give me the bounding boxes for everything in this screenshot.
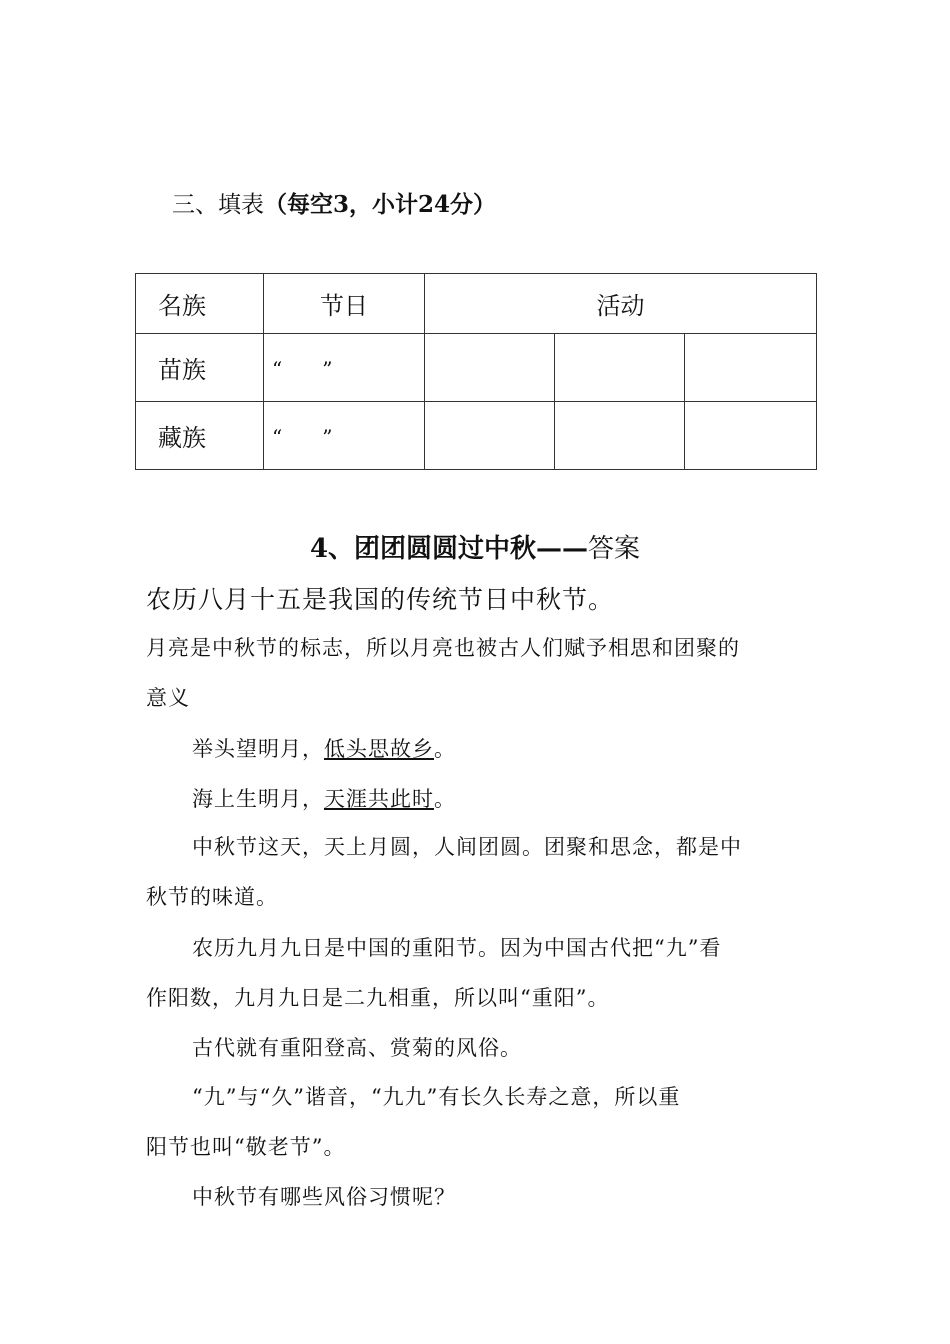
poem-answer: 天涯共此时 [324, 787, 434, 811]
poem-suffix: 。 [434, 787, 456, 811]
activity-blank[interactable] [555, 334, 685, 402]
paragraph-line: 农历九月九日是中国的重阳节。因为中国古代把“九”看 [192, 936, 722, 960]
paragraph-line: 作阳数，九月九日是二九相重，所以叫“重阳”。 [146, 986, 610, 1010]
row-ethnic-name: 藏族 [136, 402, 264, 470]
paragraph-line: 秋节的味道。 [146, 885, 278, 909]
section-title [172, 186, 496, 219]
activity-blank[interactable] [425, 334, 555, 402]
answer-title-main: 4、团团圆圆过中秋—— [309, 534, 589, 564]
poem-suffix: 。 [434, 737, 456, 761]
answer-title-suffix: 答案 [588, 534, 641, 564]
poem-prefix: 海上生明月， [192, 787, 324, 811]
table-row [136, 402, 817, 470]
header-ethnic: 名族 [136, 274, 264, 334]
poem-line-2 [192, 783, 456, 813]
poem-line-1 [192, 733, 456, 763]
header-activity: 活动 [425, 274, 817, 334]
paragraph-line: 古代就有重阳登高、赏菊的风俗。 [192, 1036, 522, 1060]
activity-blank[interactable] [685, 334, 817, 402]
header-festival: 节日 [264, 274, 425, 334]
activity-blank[interactable] [685, 402, 817, 470]
paragraph-line: 阳节也叫“敬老节”。 [146, 1135, 346, 1159]
table-header-row [136, 274, 817, 334]
section-title-score: （每空3，小计24分） [264, 191, 497, 218]
paragraph-line: 月亮是中秋节的标志，所以月亮也被古人们赋予相思和团聚的 [146, 636, 740, 660]
fill-table [135, 273, 817, 470]
activity-blank[interactable] [555, 402, 685, 470]
paragraph-line: “九”与“久”谐音，“九九”有长久长寿之意，所以重 [192, 1085, 681, 1109]
poem-answer: 低头思故乡 [324, 737, 434, 761]
poem-prefix: 举头望明月， [192, 737, 324, 761]
paragraph-line: 中秋节有哪些风俗习惯呢？ [192, 1185, 456, 1209]
festival-blank[interactable]: “ ” [264, 402, 425, 470]
paragraph-line: 中秋节这天，天上月圆，人间团圆。团聚和思念，都是中 [192, 835, 742, 859]
table-row [136, 334, 817, 402]
row-ethnic-name: 苗族 [136, 334, 264, 402]
festival-blank[interactable]: “ ” [264, 334, 425, 402]
section-title-main: 三、填表 [172, 192, 264, 218]
answer-title [0, 528, 950, 565]
paragraph-line: 意义 [146, 686, 190, 710]
lead-sentence: 农历八月十五是我国的传统节日中秋节。 [146, 585, 615, 614]
activity-blank[interactable] [425, 402, 555, 470]
